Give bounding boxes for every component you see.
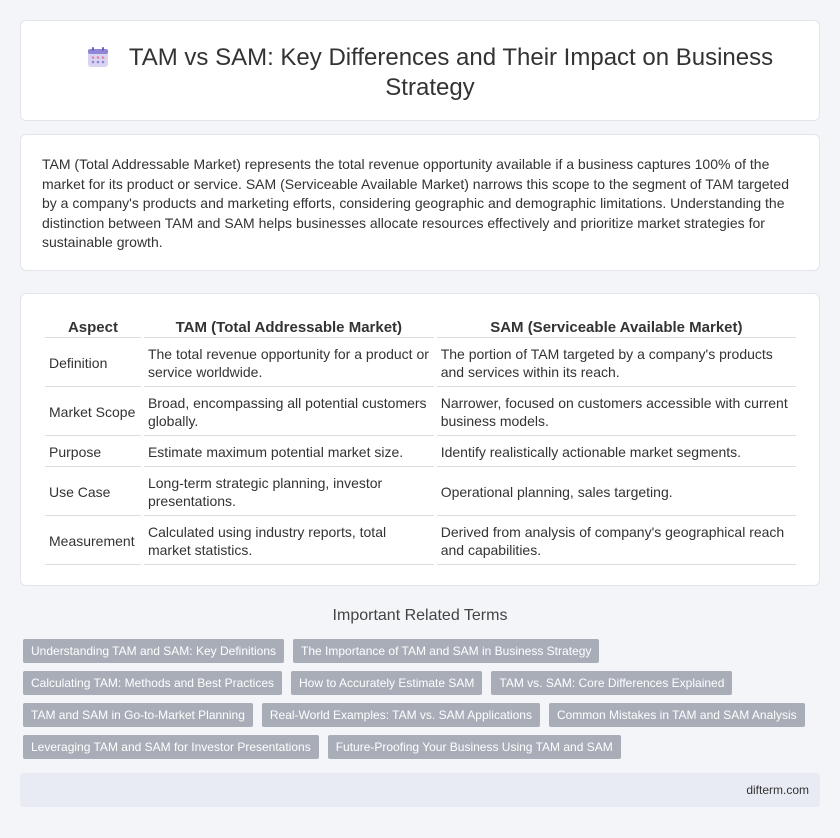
related-term-link[interactable]: How to Accurately Estimate SAM (291, 671, 482, 695)
related-term-link[interactable]: Calculating TAM: Methods and Best Practices (23, 671, 282, 695)
row-sam: The portion of TAM targeted by a company's products and services within its reach. (437, 340, 796, 387)
row-tam: The total revenue opportunity for a product or service worldwide. (144, 340, 434, 387)
row-sam: Narrower, focused on customers accessible with current business models. (437, 389, 796, 436)
row-aspect: Definition (45, 340, 141, 387)
table-row (45, 469, 796, 516)
tag-row (23, 671, 813, 695)
table-row (45, 518, 796, 565)
intro-paragraph: TAM (Total Addressable Market) represents the total revenue opportunity available if a business captures 100% of the market for its product or service. SAM (Serviceable Available Market) narrows this scope to the segment of TAM targeted by a company's products and marketing efforts, considering geographic and demographic limitations. Understanding the distinction between TAM and SAM helps businesses allocate resources effectively and prioritize market strategies for sustainable growth. (42, 156, 789, 250)
tag-row (23, 735, 813, 759)
row-aspect: Purpose (45, 438, 141, 467)
row-tam: Broad, encompassing all potential customers globally. (144, 389, 434, 436)
row-tam: Long-term strategic planning, investor presentations. (144, 469, 434, 516)
related-terms-title: Important Related Terms (332, 607, 508, 624)
header-aspect: Aspect (45, 316, 141, 338)
related-term-link[interactable]: Leveraging TAM and SAM for Investor Presentations (23, 735, 319, 759)
related-term-link[interactable]: TAM and SAM in Go-to-Market Planning (23, 703, 253, 727)
row-tam: Calculated using industry reports, total market statistics. (144, 518, 434, 565)
row-tam: Estimate maximum potential market size. (144, 438, 434, 467)
related-term-link[interactable]: TAM vs. SAM: Core Differences Explained (491, 671, 732, 695)
related-term-link[interactable]: Real-World Examples: TAM vs. SAM Applications (262, 703, 540, 727)
tag-row (23, 703, 813, 727)
page-title-wrap (81, 43, 779, 103)
tag-row (23, 639, 813, 663)
related-term-link[interactable]: Future-Proofing Your Business Using TAM and SAM (328, 735, 621, 759)
header-tam: TAM (Total Addressable Market) (144, 316, 434, 338)
page-title: TAM vs SAM: Key Differences and Their Impact on Business Strategy (128, 44, 774, 101)
comparison-card (20, 293, 820, 586)
footer-site-link[interactable]: difterm.com (746, 783, 809, 797)
table-header-row (45, 316, 796, 338)
row-sam: Identify realistically actionable market segments. (437, 438, 796, 467)
header-sam: SAM (Serviceable Available Market) (437, 316, 796, 338)
row-aspect: Use Case (45, 469, 141, 516)
row-aspect: Market Scope (45, 389, 141, 436)
related-term-link[interactable]: Common Mistakes in TAM and SAM Analysis (549, 703, 805, 727)
footer (20, 773, 820, 807)
related-term-link[interactable]: Understanding TAM and SAM: Key Definitions (23, 639, 284, 663)
related-term-link[interactable]: The Importance of TAM and SAM in Business Strategy (293, 639, 599, 663)
comparison-table (42, 314, 799, 567)
intro-card (20, 134, 820, 271)
row-sam: Derived from analysis of company's geographical reach and capabilities. (437, 518, 796, 565)
table-row (45, 389, 796, 436)
header-card (20, 20, 820, 121)
calendar-icon (87, 46, 109, 68)
table-row (45, 340, 796, 387)
row-aspect: Measurement (45, 518, 141, 565)
related-terms-tags (23, 639, 813, 767)
row-sam: Operational planning, sales targeting. (437, 469, 796, 516)
table-row (45, 438, 796, 467)
